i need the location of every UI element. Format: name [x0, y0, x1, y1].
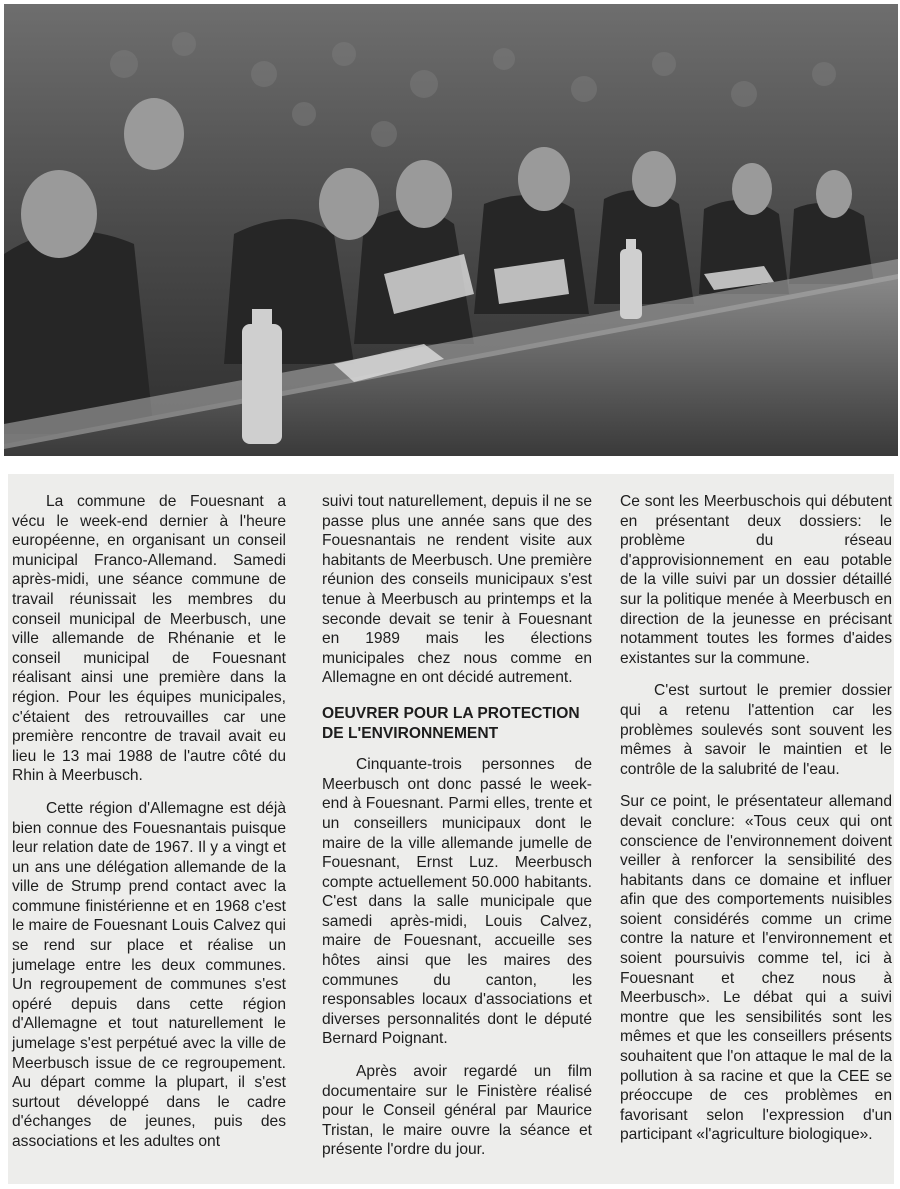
- article-column-3: [620, 492, 892, 1158]
- article-clipping: [8, 474, 894, 1184]
- article-paragraph: La commune de Fouesnant a vécu le week-end dernier à l'heure européenne, en organisant un conseil municipal Franco-Allemand. Samedi après-midi, une séance commune de travail réunissait les membres du conseil municipal de Meerbusch, une ville allemande de Rhénanie et le conseil municipal de Fouesnant réalisant ainsi une première dans la région. Pour les équipes municipales, c'étaient des retrouvailles car une première rencontre de travail avait eu lieu le 13 mai 1988 de l'autre côté du Rhin à Meerbusch.: [12, 493, 286, 785]
- article-paragraph: Sur ce point, le présentateur allemand devait conclure: «Tous ceux qui ont conscience de l'environnement doivent veiller à renforcer la sensibilité des habitants dans ce domaine et influer afin que des comportements nuisibles soient considérés comme un crime contre la nature et l'environnement et soient poursuivis comme tel, ici à Fouesnant et chez nous à Meerbusch». Le débat qui a suivi montre que les sensibilités sont les mêmes et que les conseillers présents souhaitent que l'on attaque le mal de la pollution à sa racine et que la CEE se préoccupe de ces problèmes en favorisant selon l'expression d'un participant «l'agriculture biologique».: [620, 793, 892, 1144]
- article-paragraph: Après avoir regardé un film documentaire sur le Finistère réalisé pour le Conseil général par Maurice Tristan, le maire ouvre la séance et présente l'ordre du jour.: [322, 1063, 592, 1159]
- article-paragraph: suivi tout naturellement, depuis il ne se passe plus une année sans que des Fouesnantais ne rendent visite aux habitants de Meerbusch. Une première réunion des conseils municipaux s'est tenue à Meerbusch au printemps et la seconde devait se tenir à Fouesnant en 1989 mais les élections municipales chez nous comme en Allemagne en ont décidé autrement.: [322, 493, 592, 687]
- article-paragraph: Cinquante-trois personnes de Meerbusch ont donc passé le week-end à Fouesnant. Parmi elles, trente et un conseillers municipaux dont le maire de la ville allemande jumelle de Fouesnant, Ernst Luz. Meerbusch compte actuellement 50.000 habitants. C'est dans la salle municipale que samedi après-midi, Louis Calvez, maire de Fouesnant, accueille ses hôtes ainsi que les maires des communes du canton, les responsables locaux d'associations et diverses personnalités dont le député Bernard Poignant.: [322, 756, 592, 1048]
- news-photo-council-meeting: [4, 4, 898, 456]
- section-heading: OEUVRER POUR LA PROTECTION DE L'ENVIRONNEMENT: [322, 704, 580, 742]
- article-paragraph: Ce sont les Meerbuschois qui débutent en présentant deux dossiers: le problème du réseau d'approvisionnement en eau potable de la ville suivi par un dossier détaillé sur la politique menée à Meerbusch en direction de la jeunesse en précisant notamment toutes les formes d'aides existantes sur la commune.: [620, 493, 892, 667]
- photo-illustration: [4, 4, 898, 456]
- article-column-1: [12, 492, 286, 1165]
- article-paragraph: Cette région d'Allemagne est déjà bien connue des Fouesnantais puisque leur relation date de 1967. Il y a vingt et un ans une délégation allemande de la ville de Strump prend contact avec la commune finistérienne et en 1968 c'est le maire de Fouesnant Louis Calvez qui se rend sur place et réalise un jumelage entre les deux communes. Un regroupement de communes s'est opéré depuis dans cette région d'Allemagne et tout naturellement le jumelage s'est perpétué avec la ville de Meerbusch issue de ce regroupement. Au départ comme la plupart, il s'est surtout développé dans le cadre d'échanges de jeunes, puis des associations et les adultes ont: [12, 799, 286, 1150]
- article-paragraph: C'est surtout le premier dossier qui a retenu l'attention car les problèmes soulevés sont souvent les mêmes à savoir le maintien et le contrôle de la salubrité de l'eau.: [620, 682, 892, 778]
- article-column-2: [322, 492, 592, 1173]
